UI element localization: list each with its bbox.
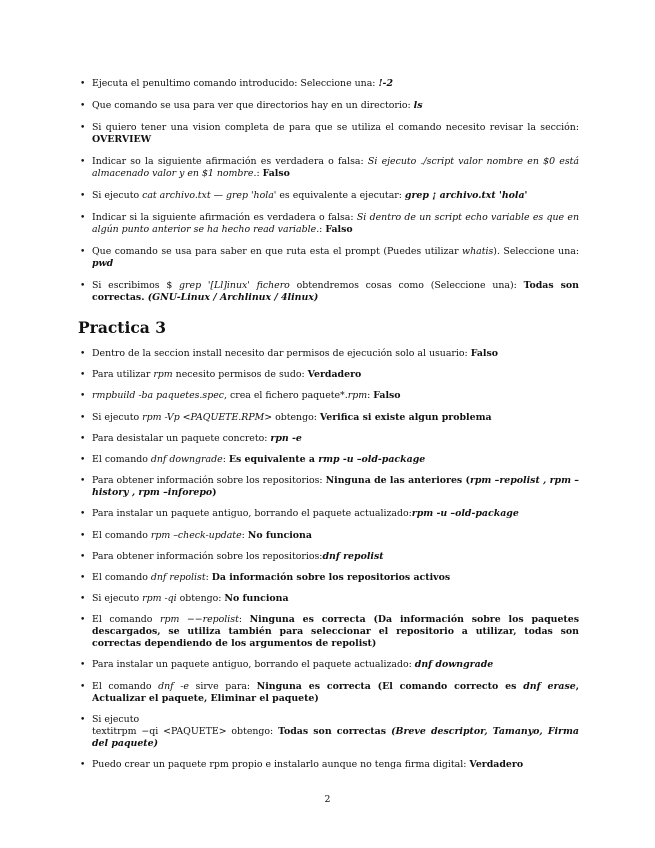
answer-text: rmp -u –old-package xyxy=(318,453,426,465)
question-list-1 xyxy=(92,78,579,314)
answer-text: !-2 xyxy=(378,78,393,89)
list-item xyxy=(92,572,579,584)
list-item xyxy=(92,78,579,90)
answer-text: grep '[Ll]inux' fichero xyxy=(179,280,290,291)
answer-text: rpm –repolist , rpm –history , rpm –inforepo xyxy=(92,475,579,499)
answer-text: Falso xyxy=(373,390,401,402)
list-item xyxy=(92,508,579,520)
answer-text: (GNU-Linux / Archlinux / 4linux) xyxy=(147,292,319,303)
answer-text: Ninguna de las anteriores ( xyxy=(325,475,470,487)
question-text: Ejecuta el penultimo comando introducido: Seleccione una: xyxy=(92,78,379,89)
question-text: Si quiero tener una vision completa de para que se utiliza el comando necesito revisar la sección: xyxy=(92,122,579,133)
question-text: : xyxy=(238,614,250,626)
question-text: obtengo: xyxy=(272,411,320,423)
list-item xyxy=(92,530,579,542)
question-text: obtendremos cosas como (Seleccione una): xyxy=(289,280,524,291)
answer-text: rpm xyxy=(153,369,173,381)
question-text: textitrpm −qi <PAQUETE> obtengo: xyxy=(92,725,279,737)
answer-text: cat archivo.txt — grep 'hola' xyxy=(142,190,277,201)
answer-text: rpm -qi xyxy=(142,593,177,605)
answer-text: rpm -u –old-package xyxy=(411,508,519,520)
answer-text: Da información sobre los repositorios activos xyxy=(211,571,451,583)
answer-text: dnf downgrade xyxy=(414,659,494,671)
page-number: 2 xyxy=(324,794,331,805)
list-item xyxy=(92,100,579,112)
answer-text: Falso xyxy=(262,168,290,179)
question-text: es equivalente a ejecutar: xyxy=(276,190,405,201)
question-text: : xyxy=(205,571,212,583)
question-text: ). Seleccione una: xyxy=(493,246,579,257)
question-text: Si escribimos $ xyxy=(92,280,180,291)
question-text: : xyxy=(319,224,326,235)
list-item xyxy=(92,551,579,563)
question-text: Para instalar un paquete antiguo, borrando el paquete actualizado: xyxy=(92,508,412,520)
section-heading: Practica 3 xyxy=(78,318,167,337)
list-item xyxy=(92,369,579,381)
list-item xyxy=(92,190,579,202)
question-text: Si ejecuto xyxy=(92,593,143,605)
question-text: Para obtener información sobre los repositorios: xyxy=(92,550,323,562)
list-item xyxy=(92,246,579,270)
question-text: necesito permisos de sudo: xyxy=(172,369,308,381)
question-text: : xyxy=(256,168,263,179)
answer-text: , Actualizar el paquete, Eliminar el paquete) xyxy=(92,680,580,704)
question-text: : xyxy=(222,453,229,465)
answer-text: rpm –check-update xyxy=(150,529,242,541)
question-text: Indicar so la siguiente afirmación es verdadera o falsa: xyxy=(92,156,368,167)
list-item xyxy=(92,348,579,360)
list-item xyxy=(92,681,579,705)
answer-text: rpm -Vp <PAQUETE.RPM> xyxy=(142,411,273,423)
list-item xyxy=(92,454,579,466)
list-item xyxy=(92,122,579,146)
question-list-2 xyxy=(92,348,579,780)
list-item xyxy=(92,156,579,180)
question-text: Si ejecuto xyxy=(92,411,143,423)
list-item xyxy=(92,759,579,771)
answer-text: rpm −−repolist xyxy=(160,614,239,626)
answer-text: OVERVIEW xyxy=(92,134,152,145)
list-item xyxy=(92,212,579,236)
answer-text: No funciona xyxy=(224,593,289,605)
question-text: , crea el fichero paquete*. xyxy=(224,390,348,402)
answer-text: grep ¡ archivo.txt 'hola' xyxy=(404,190,528,201)
question-text: Para desistalar un paquete concreto: xyxy=(92,432,271,444)
answer-text: dnf repolist xyxy=(150,571,206,583)
question-text: El comando xyxy=(92,614,160,626)
question-text: El comando xyxy=(92,453,151,465)
answer-text: dnf -e xyxy=(158,680,189,692)
answer-text: Todas son correctas. xyxy=(92,280,579,303)
answer-text: ls xyxy=(413,100,423,111)
answer-text: No funciona xyxy=(247,529,312,541)
list-item xyxy=(92,280,579,304)
answer-text: pwd xyxy=(92,258,114,269)
question-text: Si ejecuto xyxy=(92,713,140,725)
question-text: El comando xyxy=(92,529,151,541)
question-text: : xyxy=(367,390,374,402)
question-text: Que comando se usa para ver que directorios hay en un directorio: xyxy=(92,100,414,111)
answer-text: rmpbuild -ba paquetes.spec xyxy=(92,390,225,402)
answer-text: dnf downgrade xyxy=(150,453,223,465)
answer-text: dnf repolist xyxy=(322,550,384,562)
question-text: Indicar si la siguiente afirmación es verdadera o falsa: xyxy=(92,212,357,223)
answer-text: rpn -e xyxy=(270,432,302,444)
answer-text: Si ejecuto ./script valor nombre en $0 está almacenado valor y en $1 nombre. xyxy=(92,156,579,179)
answer-text: rpm xyxy=(347,390,368,402)
answer-text: dnf erase xyxy=(523,680,576,692)
answer-text: Verifica si existe algun problema xyxy=(319,411,492,423)
answer-text: Ninguna es correcta (El comando correcto es xyxy=(256,680,524,692)
list-item xyxy=(92,475,579,499)
answer-text: Es equivalente a xyxy=(228,453,319,465)
question-text: El comando xyxy=(92,680,159,692)
list-item xyxy=(92,714,579,750)
question-text: Para utilizar xyxy=(92,369,154,381)
question-text: Puedo crear un paquete rpm propio e instalarlo aunque no tenga firma digital: xyxy=(92,759,470,770)
answer-text: (Breve descriptor, Tamanyo, Firma del paquete) xyxy=(92,725,579,749)
list-item xyxy=(92,390,579,402)
answer-text: Si dentro de un script echo variable es que en algún punto anterior se ha hecho read variable. xyxy=(92,212,579,235)
answer-text: Verdadero xyxy=(469,759,524,770)
answer-text: Falso xyxy=(470,348,499,359)
question-text: Para obtener información sobre los repositorios: xyxy=(92,475,326,487)
list-item xyxy=(92,659,579,671)
question-text: Dentro de la seccion install necesito dar permisos de ejecución solo al usuario: xyxy=(92,348,471,359)
question-text: : xyxy=(241,529,248,541)
list-item xyxy=(92,433,579,445)
list-item xyxy=(92,593,579,605)
question-text: Para instalar un paquete antiguo, borrando el paquete actualizado: xyxy=(92,659,415,671)
list-item xyxy=(92,412,579,424)
question-text: El comando xyxy=(92,571,151,583)
question-text: sirve para: xyxy=(188,680,257,692)
answer-text: Ninguna es correcta (Da información sobre los paquetes descargados, se utiliza también para seleccionar el repositorio a utilizar, todas son correctas dependiendo de los argumentos de repolist) xyxy=(92,614,580,650)
answer-text: Todas son correctas xyxy=(278,725,392,737)
answer-text: Falso xyxy=(325,224,353,235)
answer-text: ) xyxy=(212,487,217,499)
list-item xyxy=(92,614,579,650)
question-text: Si ejecuto xyxy=(92,190,143,201)
question-text: Que comando se usa para saber en que ruta esta el prompt (Puedes utilizar xyxy=(92,246,463,257)
answer-text: Verdadero xyxy=(307,369,362,381)
answer-text: whatis xyxy=(462,246,494,257)
question-text: obtengo: xyxy=(176,593,225,605)
